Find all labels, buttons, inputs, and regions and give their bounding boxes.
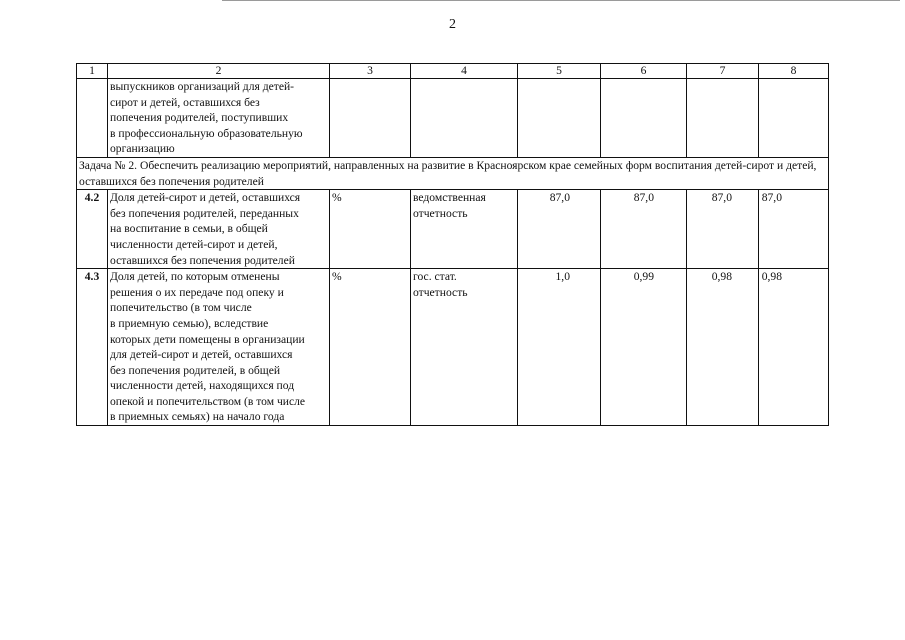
row-value-8: 87,0 <box>759 190 829 269</box>
row-value-5: 1,0 <box>518 269 601 426</box>
table-row-4-2 <box>77 190 829 269</box>
row-value-6: 87,0 <box>601 190 687 269</box>
row-description: Доля детей-сирот и детей, оставшихся без попечения родителей, переданных на воспитание в семьи, в общей численности детей-сирот и детей, оставшихся без попечения родителей <box>110 191 301 267</box>
table-row-continuation <box>77 79 829 158</box>
row-description: Доля детей, по которым отменены решения о их передаче под опеку и попечительство (в том числе в приемную семью), вследствие которых дети помещены в организации для детей-сирот и детей, оставшихся без попечения родителей, в общей численности детей, находящихся под опекой и попечительством (в том числе в приемных семьях) на начало года <box>110 270 306 424</box>
row-value-7: 87,0 <box>687 190 759 269</box>
row-value-5-cell <box>518 79 601 158</box>
header-cell-5: 5 <box>518 64 601 79</box>
row-value-5: 87,0 <box>518 190 601 269</box>
row-description-cell <box>108 79 330 158</box>
row-value-7-cell <box>687 79 759 158</box>
row-value-6: 0,99 <box>601 269 687 426</box>
header-cell-7: 7 <box>687 64 759 79</box>
row-description: выпускников организаций для детей- сирот и детей, оставшихся без попечения родителей, поступивших в профессиональную образовательную организацию <box>110 80 303 156</box>
header-cell-2: 2 <box>108 64 330 79</box>
task-row <box>77 157 829 189</box>
row-value-8-cell <box>759 79 829 158</box>
task-text: Задача № 2. Обеспечить реализацию мероприятий, направленных на развитие в Красноярском крае семейных форм воспитания детей-сирот и детей, оставшихся без попечения родителей <box>77 157 829 189</box>
row-number: 4.3 <box>77 269 108 426</box>
row-value-8: 0,98 <box>759 269 829 426</box>
row-unit: % <box>330 190 411 269</box>
row-number-cell <box>77 79 108 158</box>
page-number: 2 <box>449 17 456 32</box>
header-cell-4: 4 <box>411 64 518 79</box>
row-source-cell <box>411 190 518 269</box>
header-cell-1: 1 <box>77 64 108 79</box>
row-description-cell <box>108 190 330 269</box>
row-source-cell <box>411 269 518 426</box>
row-number: 4.2 <box>77 190 108 269</box>
header-cell-6: 6 <box>601 64 687 79</box>
row-source: гос. стат. отчетность <box>413 270 468 299</box>
row-source-cell <box>411 79 518 158</box>
table-row-4-3 <box>77 269 829 426</box>
row-description-cell <box>108 269 330 426</box>
row-value-7: 0,98 <box>687 269 759 426</box>
row-value-6-cell <box>601 79 687 158</box>
indicators-table <box>76 63 829 426</box>
header-cell-8: 8 <box>759 64 829 79</box>
table-header-row <box>77 64 829 79</box>
row-unit: % <box>330 269 411 426</box>
row-unit-cell <box>330 79 411 158</box>
top-border-line <box>222 0 900 1</box>
header-cell-3: 3 <box>330 64 411 79</box>
row-source: ведомственная отчетность <box>413 191 486 220</box>
